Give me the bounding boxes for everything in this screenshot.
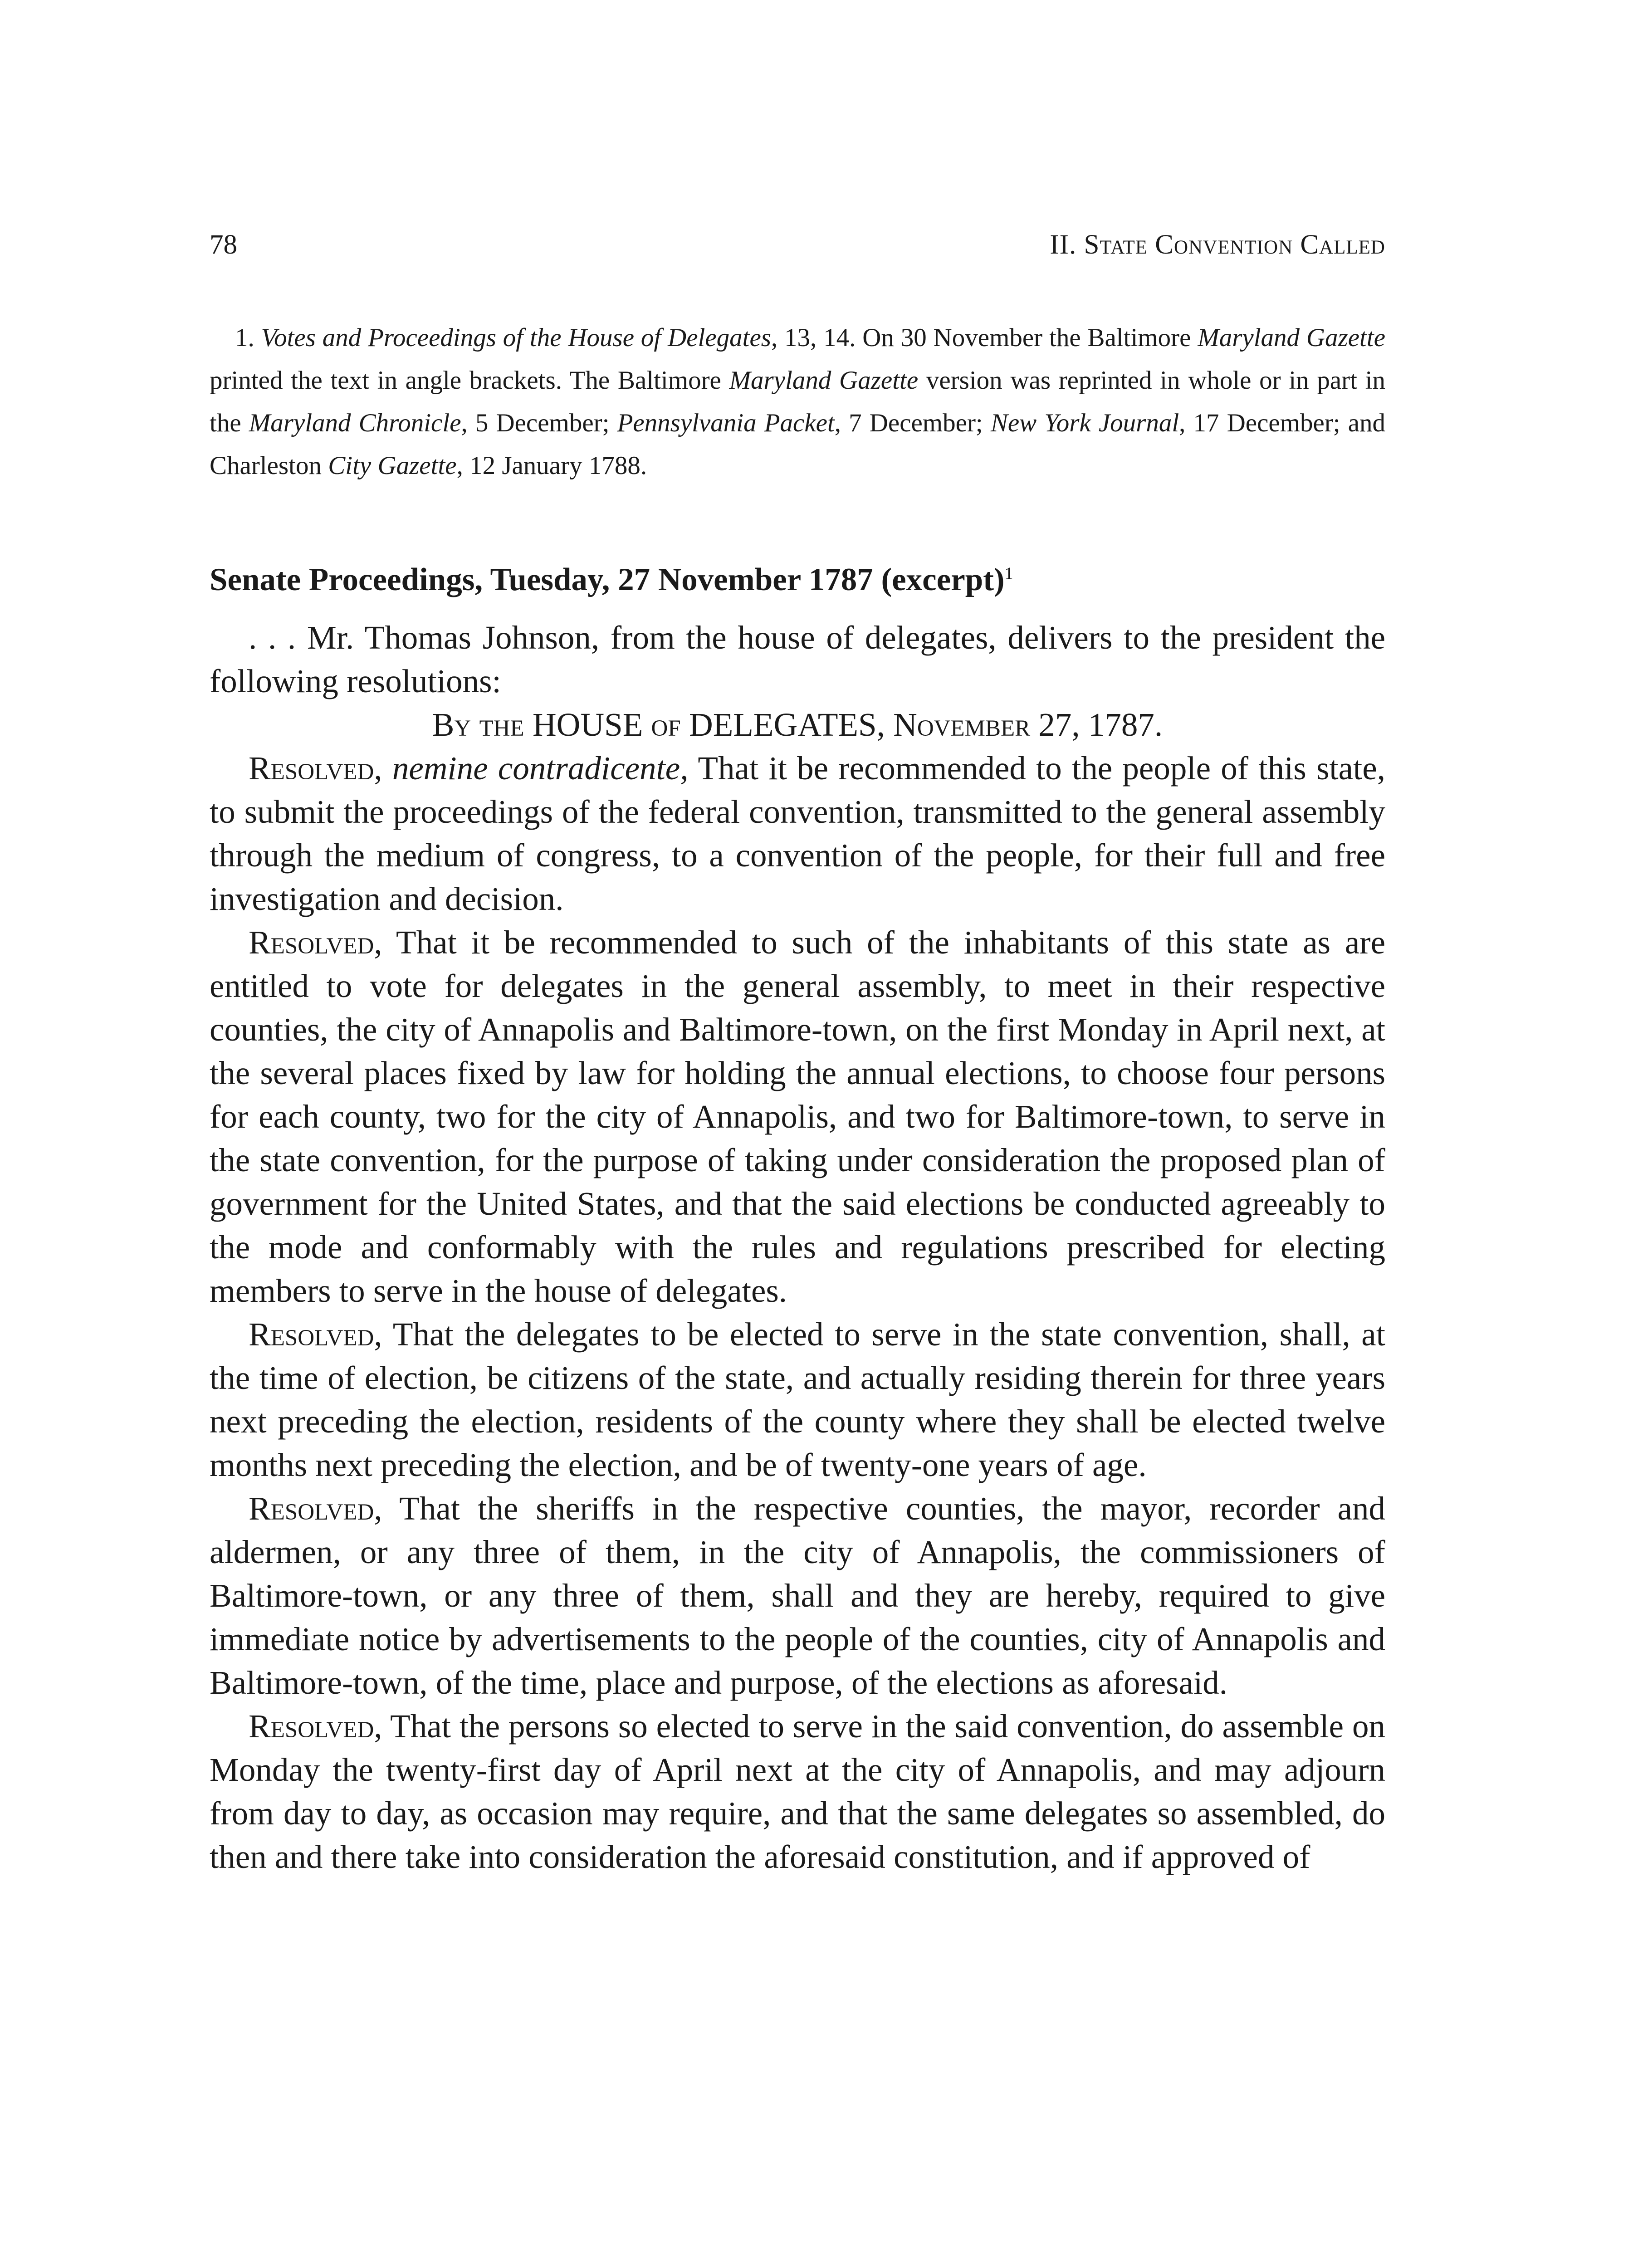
order-line: By the HOUSE of DELEGATES, November 27, 1787.: [432, 706, 1163, 743]
resolved-label: Resolved,: [249, 1708, 382, 1745]
footnote: 1. Votes and Proceedings of the House of Delegates, 13, 14. On 30 November the Baltimore Maryland Gazette printed the text in angle brackets. The Baltimore Maryland Gazette version was reprinted in whole or in part in the Maryland Chronicle, 5 December; Pennsylvania Packet, 7 December; New York Journal, 17 December; and Charleston City Gazette, 12 January 1788.: [210, 323, 1386, 480]
footnote-source-title: Votes and Proceedings of the House of Delegates: [261, 323, 771, 352]
section-heading-text: Senate Proceedings, Tuesday, 27 November 1787 (excerpt): [210, 562, 1005, 597]
newspaper-title: New York Journal: [990, 409, 1179, 437]
latin-phrase: nemine contradicente,: [392, 750, 689, 787]
newspaper-title: Maryland Gazette: [729, 366, 919, 395]
newspaper-title: Maryland Chronicle: [249, 409, 461, 437]
chapter-title: II. State Convention Called: [1050, 230, 1385, 260]
resolved-label: Resolved,: [249, 924, 382, 961]
resolution-paragraph: Resolved, That the persons so elected to serve in the said convention, do assemble on Monday the twenty-first day of April next at the city of Annapolis, and may adjourn from day to day, as occasion may require, and that the same delegates so assembled, do then and there take into consideration the aforesaid constitution, and if approved of: [210, 1708, 1385, 1875]
resolution-paragraph: Resolved, That it be recommended to such of the inhabitants of this state as are entitled to vote for delegates in the general assembly, to meet in their respective counties, the city of Annapolis and Baltimore-town, on the first Monday in April next, at the several places fixed by law for holding the annual elections, to choose four persons for each county, two for the city of Annapolis, and two for Baltimore-town, to serve in the state convention, for the purpose of taking under consideration the proposed plan of government for the United States, and that the said elections be conducted agreeably to the mode and conformably with the rules and regulations prescribed for electing members to serve in the house of delegates.: [210, 924, 1385, 1309]
newspaper-title: Maryland Gazette: [1198, 323, 1385, 352]
document-page: [210, 0, 1385, 2268]
footnote-number: 1.: [235, 323, 261, 352]
footnote-reference: 1: [1004, 564, 1013, 583]
resolved-label: Resolved,: [249, 1316, 382, 1353]
newspaper-title: Pennsylvania Packet: [617, 409, 835, 437]
document-body: [210, 616, 1385, 1879]
section-heading: [210, 557, 1385, 602]
page-number: 78: [210, 230, 237, 260]
intro-paragraph: . . . Mr. Thomas Johnson, from the house of delegates, delivers to the president the following resolutions:: [210, 619, 1385, 699]
resolution-paragraph: Resolved, That the delegates to be elected to serve in the state convention, shall, at the time of election, be citizens of the state, and actually residing therein for three years next preceding the election, residents of the county where they shall be elected twelve months next preceding the election, and be of twenty-one years of age.: [210, 1316, 1385, 1483]
resolved-label: Resolved,: [249, 1490, 382, 1527]
newspaper-title: City Gazette: [328, 451, 457, 480]
running-head: [210, 227, 1385, 263]
resolution-paragraph: Resolved, nemine contradicente, That it be recommended to the people of this state, to submit the proceedings of the federal convention, transmitted to the general assembly through the medium of congress, to a convention of the people, for their full and free investigation and decision.: [210, 750, 1385, 917]
resolution-paragraph: Resolved, That the sheriffs in the respective counties, the mayor, recorder and aldermen, or any three of them, in the city of Annapolis, the commissioners of Baltimore-town, or any three of them, shall and they are hereby, required to give immediate notice by advertisements to the people of the counties, city of Annapolis and Baltimore-town, of the time, place and purpose, of the elections as aforesaid.: [210, 1490, 1385, 1701]
resolved-label: Resolved,: [249, 750, 382, 787]
